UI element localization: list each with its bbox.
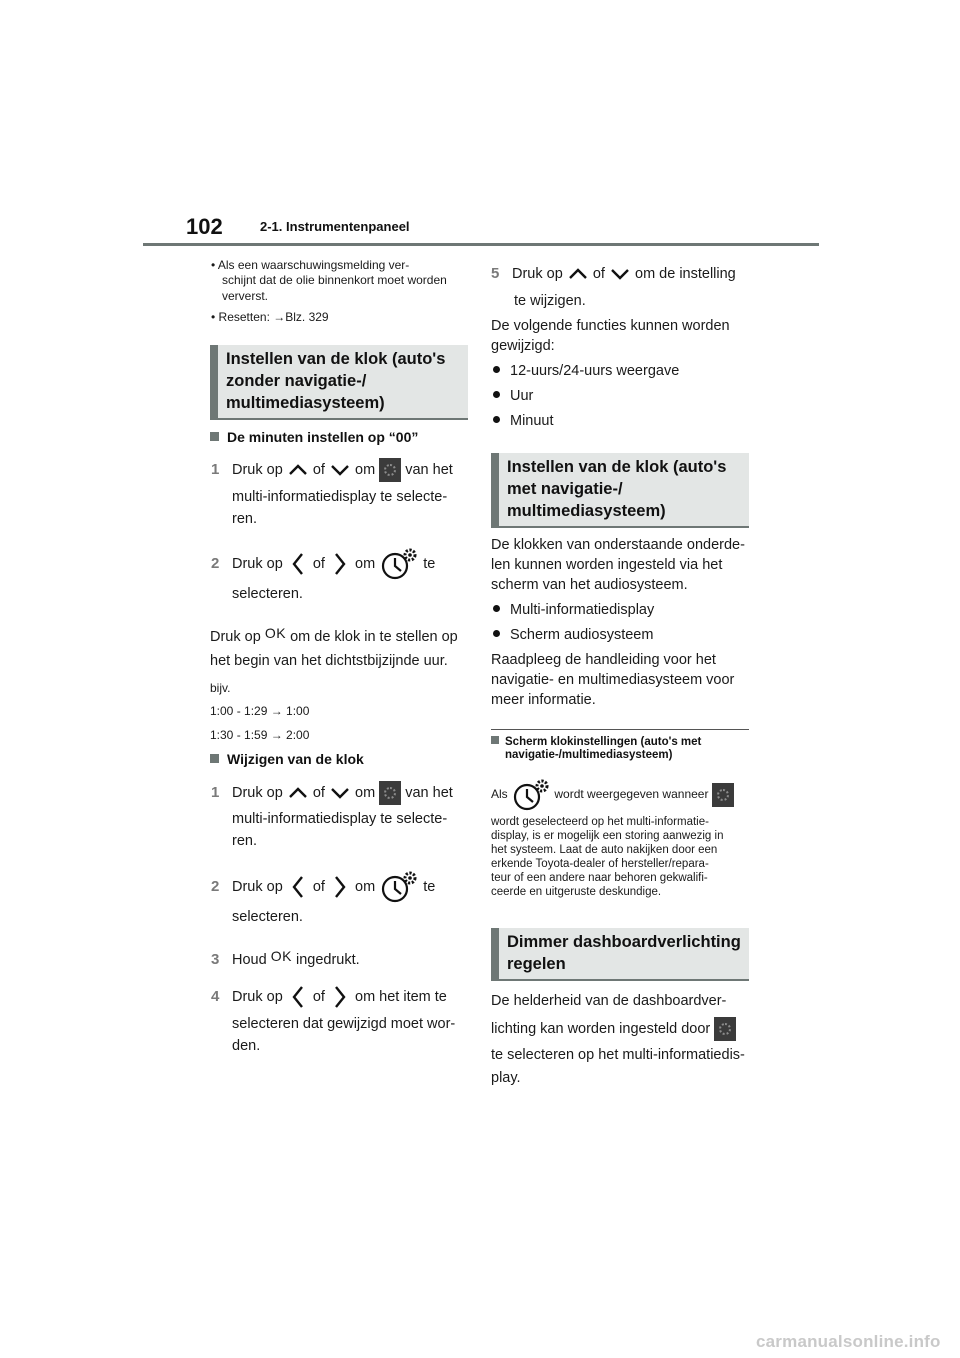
list-item: Minuut: [493, 413, 554, 429]
page-number: 102: [186, 214, 223, 239]
para-ok-line: Druk op OK om de klok in te stellen op: [210, 621, 458, 649]
bullet-dot: [493, 366, 500, 373]
square-marker: [210, 432, 219, 441]
refer-para-l1: Raadpleeg de handleiding voor het: [491, 652, 716, 668]
chevron-left-icon: [287, 551, 309, 577]
ok-icon: OK: [264, 625, 287, 641]
watermark: carmanualsonline.info: [756, 1332, 941, 1351]
note-body: wordt geselecteerd op het multi-informatie- display, is er mogelijk een storing aanwezig in het systeem. Laat de auto nakijken door een erkende Toyota-dealer of hersteller/repara- teur of een andere naar behoren gekwalifi- ceerde en uitgeruste deskundige.: [491, 816, 724, 898]
section-title-l2: met navigatie-/: [507, 480, 623, 498]
change-step-2-l2: selecteren.: [232, 909, 303, 925]
note-line-1: Als wordt weergegeven wanneer: [491, 776, 734, 812]
bullet-dot: [493, 630, 500, 637]
dimmer-para-l1: De helderheid van de dashboardver-: [491, 993, 727, 1009]
bullet-oil-l2: schijnt dat de olie binnenkort moet worden: [222, 273, 447, 287]
refer-para-l3: meer informatie.: [491, 692, 596, 708]
change-step-1-l3: ren.: [232, 833, 257, 849]
clocks-para-l3: scherm van het audiosysteem.: [491, 577, 688, 593]
note-divider: [491, 729, 749, 730]
chevron-right-icon: [329, 874, 351, 900]
step-1-line: 1 Druk op of om van het: [211, 458, 453, 482]
bullet-reset: • Resetten: →Blz. 329: [211, 310, 329, 324]
change-step-4-l3: den.: [232, 1038, 261, 1054]
bullet-dot: [493, 391, 500, 398]
step-2-l2: selecteren.: [232, 586, 303, 602]
clock-settings-icon: [511, 778, 551, 812]
square-marker: [210, 754, 219, 763]
list-item: Scherm audiosysteem: [493, 627, 653, 643]
dimmer-para-l4: play.: [491, 1070, 521, 1086]
functions-intro-l2: gewijzigd:: [491, 338, 555, 354]
change-step-3-line: 3 Houd OK ingedrukt.: [211, 945, 360, 971]
change-step-1-line: 1 Druk op of om van het: [211, 781, 453, 805]
para-ok-l2: het begin van het dichtstbijzijnde uur.: [210, 653, 448, 669]
chevron-left-icon: [287, 874, 309, 900]
section-title-l1: Dimmer dashboardverlichting: [507, 933, 741, 951]
step-5-line: 5 Druk op of om de instelling: [491, 265, 736, 282]
example-1: 1:00 - 1:29 → 1:00: [210, 704, 310, 718]
change-step-4-line: 4 Druk op of om het item te: [211, 982, 447, 1012]
section-title-l3: multimediasysteem): [507, 502, 666, 520]
subheading-minutes: De minuten instellen op “00”: [210, 429, 418, 445]
chevron-up-icon: [287, 786, 309, 800]
refer-para-l2: navigatie- en multimediasysteem voor: [491, 672, 735, 688]
clocks-para-l2: len kunnen worden ingesteld via het: [491, 557, 723, 573]
example-label: bijv.: [210, 681, 231, 695]
section-clock-no-nav: [210, 345, 468, 420]
chevron-down-icon: [609, 267, 631, 281]
step-1-l3: ren.: [232, 511, 257, 527]
settings-gear-icon: [714, 1017, 736, 1041]
section-title-l1: Instellen van de klok (auto's: [507, 458, 727, 476]
settings-gear-icon: [379, 458, 401, 482]
chevron-down-icon: [329, 463, 351, 477]
subheading-change-clock: Wijzigen van de klok: [210, 751, 364, 767]
step-1-l2: multi-informatiedisplay te selecte-: [232, 489, 448, 505]
change-step-2-line: 2 Druk op of om te: [211, 870, 435, 904]
header-rule: [143, 243, 819, 246]
chevron-up-icon: [567, 267, 589, 281]
chevron-right-icon: [329, 984, 351, 1010]
clocks-para-l1: De klokken van onderstaande onderde-: [491, 537, 745, 553]
note-heading: Scherm klokinstellingen (auto's met navigatie-/multimediasysteem): [491, 736, 701, 762]
section-title-l1: Instellen van de klok (auto's: [226, 350, 446, 368]
bullet-oil-l1: • Als een waarschuwingsmelding ver-: [211, 258, 410, 272]
example-2: 1:30 - 1:59 → 2:00: [210, 728, 310, 742]
chevron-right-icon: [329, 551, 351, 577]
list-item: Multi-informatiedisplay: [493, 602, 654, 618]
chevron-down-icon: [329, 786, 351, 800]
bullet-dot: [493, 416, 500, 423]
clock-settings-icon: [379, 870, 419, 904]
change-step-4-l2: selecteren dat gewijzigd moet wor-: [232, 1016, 456, 1032]
bullet-oil-l3: ververst.: [222, 289, 269, 303]
step-5-l2: te wijzigen.: [514, 293, 586, 309]
dimmer-para-l3: te selecteren op het multi-informatiedis-: [491, 1047, 745, 1063]
dimmer-para-l2: lichting kan worden ingesteld door: [491, 1016, 736, 1042]
list-item: Uur: [493, 388, 533, 404]
chevron-up-icon: [287, 463, 309, 477]
chapter-title: 2-1. Instrumentenpaneel: [260, 219, 410, 234]
clock-settings-icon: [379, 547, 419, 581]
step-2-line: 2 Druk op of om te: [211, 547, 435, 581]
settings-gear-icon: [379, 781, 401, 805]
section-clock-with-nav: [491, 453, 749, 528]
section-title-l3: multimediasysteem): [226, 394, 385, 412]
functions-intro-l1: De volgende functies kunnen worden: [491, 318, 730, 334]
section-title-l2: regelen: [507, 955, 566, 973]
section-title-l2: zonder navigatie-/: [226, 372, 367, 390]
square-marker: [491, 736, 499, 744]
bullet-dot: [493, 605, 500, 612]
ok-icon: OK: [270, 948, 292, 964]
settings-gear-icon: [712, 783, 734, 807]
list-item: 12-uurs/24-uurs weergave: [493, 363, 679, 379]
section-dimmer: [491, 928, 749, 981]
chevron-left-icon: [287, 984, 309, 1010]
change-step-1-l2: multi-informatiedisplay te selecte-: [232, 811, 448, 827]
